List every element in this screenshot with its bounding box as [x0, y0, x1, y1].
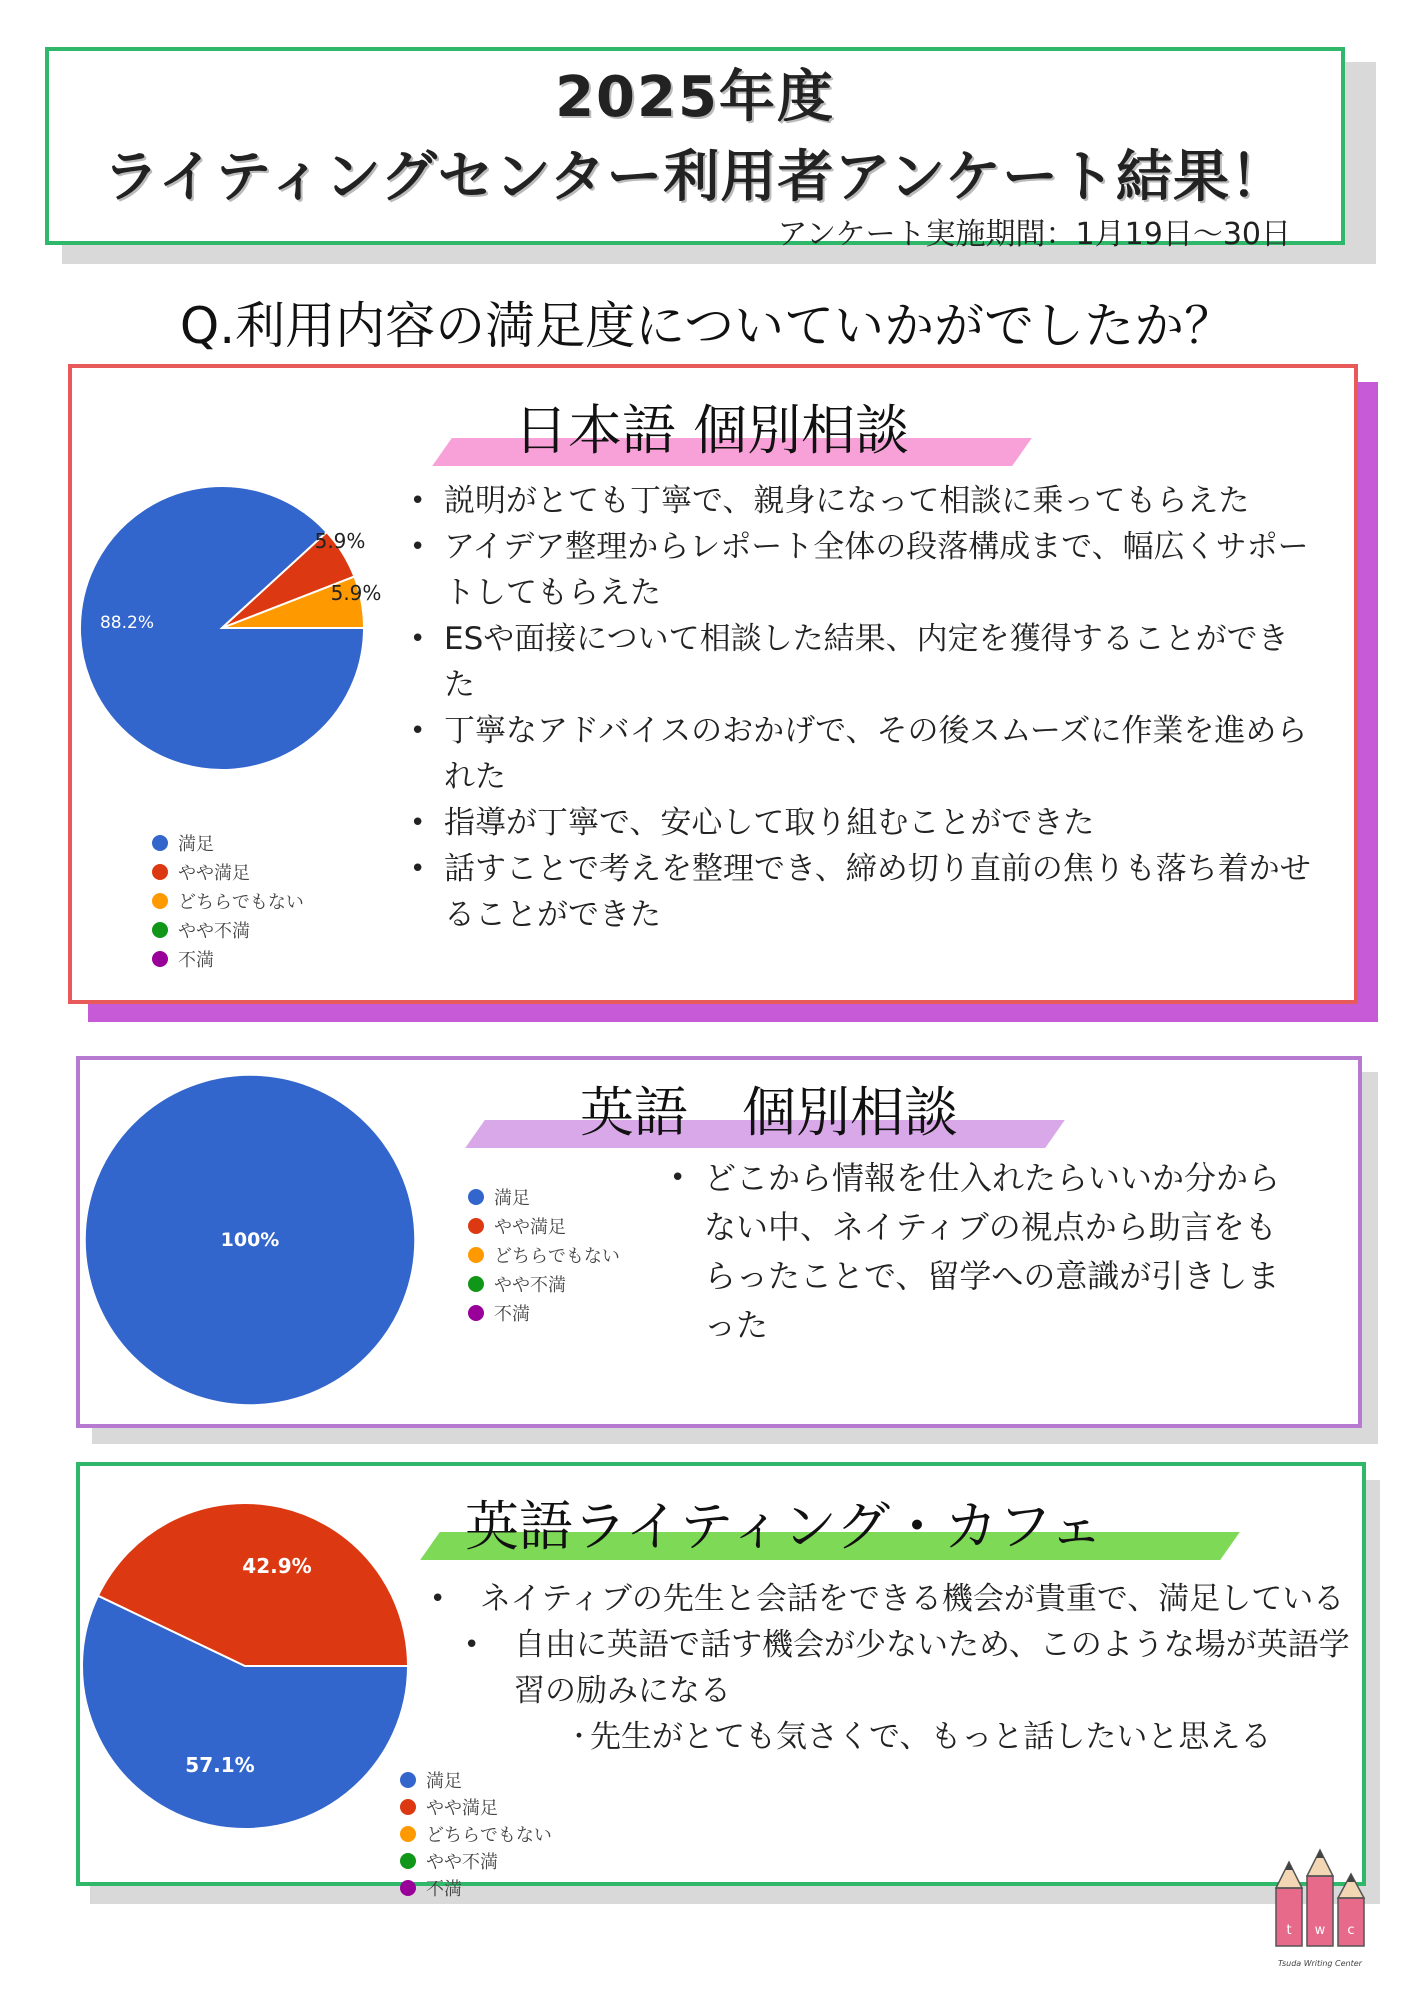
- legend-dot: [468, 1218, 484, 1234]
- chart-legend: [400, 1766, 552, 1901]
- bullet: •: [410, 808, 426, 838]
- list-item: [410, 800, 1314, 846]
- page-title: ライティングセンター利用者アンケート結果！: [102, 145, 1288, 210]
- legend-label: 不満: [426, 1878, 462, 1900]
- list-item: [410, 616, 1314, 708]
- pie-chart-japanese: [72, 478, 382, 778]
- pencil-icon: [1307, 1850, 1333, 1946]
- comment-text: 話すことで考えを整理でき、締め切り直前の焦りも落ち着かせることができた: [444, 851, 1311, 933]
- legend-item-satisfied: [400, 1766, 552, 1793]
- legend-dot: [152, 951, 168, 967]
- bullet: ・: [566, 1722, 593, 1752]
- legend-item-dissatisfied: [152, 944, 304, 973]
- list-item: [464, 1622, 1354, 1714]
- survey-question: Q.利用内容の満足度についていかがでしたか？: [179, 297, 1235, 355]
- comment-text: 指導が丁寧で、安心して取り組むことができた: [444, 805, 1095, 841]
- list-item: [410, 478, 1314, 524]
- pie-chart-english: [80, 1070, 420, 1410]
- comment-text: 説明がとても丁寧で、親身になって相談に乗ってもらえた: [444, 483, 1250, 519]
- comment-list: [80, 1576, 1370, 1760]
- comment-text: どこから情報を仕入れたらいいか分からない中、ネイティブの視点から助言をもらったことで、留学への意識が引きしまった: [704, 1159, 1281, 1344]
- legend-dot: [468, 1189, 484, 1205]
- legend-item-somewhat-dissatisfied: [152, 915, 304, 944]
- comment-text: 先生がとても気さくで、もっと話したいと思える: [590, 1719, 1272, 1755]
- list-item: [410, 846, 1314, 938]
- bullet: •: [410, 486, 426, 516]
- legend-item-somewhat-dissatisfied: [400, 1847, 552, 1874]
- legend-item-somewhat-dissatisfied: [468, 1269, 620, 1298]
- legend-dot: [152, 893, 168, 909]
- section-title: 日本語 個別相談: [514, 399, 910, 462]
- legend-label: やや不満: [426, 1851, 498, 1873]
- section-title: 英語 個別相談: [580, 1081, 958, 1144]
- list-item: [410, 708, 1314, 800]
- legend-item-dissatisfied: [468, 1298, 620, 1327]
- legend-item-somewhat-satisfied: [400, 1793, 552, 1820]
- slice-percent-label: 5.9%: [330, 581, 382, 605]
- writing-center-logo: [1272, 1848, 1368, 1978]
- legend-dot: [152, 922, 168, 938]
- pencil-icon: [1338, 1874, 1364, 1946]
- logo-letter: w: [1314, 1923, 1326, 1938]
- legend-label: 不満: [494, 1303, 530, 1325]
- section-title: 英語ライティング・カフェ: [465, 1495, 1104, 1558]
- legend-label: やや満足: [426, 1797, 498, 1819]
- slice-percent-label: 100%: [220, 1229, 280, 1251]
- legend-label: どちらでもない: [178, 891, 304, 913]
- legend-item-neutral: [468, 1240, 620, 1269]
- bullet: •: [410, 854, 426, 884]
- header-box: [45, 47, 1345, 252]
- legend-label: どちらでもない: [426, 1824, 552, 1846]
- slice-percent-label: 5.9%: [314, 529, 366, 553]
- legend-dot: [400, 1853, 416, 1869]
- chart-legend: [152, 828, 304, 973]
- legend-label: 満足: [178, 833, 214, 855]
- comment-text: 丁寧なアドバイスのおかげで、その後スムーズに作業を進められた: [444, 713, 1308, 795]
- section-japanese: [68, 364, 1358, 1004]
- comment-text: アイデア整理からレポート全体の段落構成まで、幅広くサポートしてもらえた: [444, 529, 1309, 611]
- legend-item-dissatisfied: [400, 1874, 552, 1901]
- legend-label: やや満足: [178, 862, 250, 884]
- comment-text: 自由に英語で話す機会が少ないため、このような場が英語学習の励みになる: [514, 1627, 1350, 1709]
- list-item: [410, 524, 1314, 616]
- legend-item-neutral: [152, 886, 304, 915]
- legend-label: 不満: [178, 949, 214, 971]
- legend-dot: [468, 1247, 484, 1263]
- legend-dot: [468, 1305, 484, 1321]
- list-item: [430, 1576, 1350, 1622]
- legend-item-somewhat-satisfied: [468, 1211, 620, 1240]
- legend-label: 満足: [494, 1187, 530, 1209]
- slice-percent-label: 57.1%: [185, 1753, 255, 1777]
- legend-label: やや不満: [494, 1274, 566, 1296]
- legend-label: やや不満: [178, 920, 250, 942]
- legend-label: どちらでもない: [494, 1245, 620, 1267]
- list-item: [670, 1154, 1304, 1350]
- survey-period: アンケート実施期間：1月19日～30日: [777, 217, 1291, 252]
- slice-percent-label: 88.2%: [99, 613, 155, 633]
- legend-item-satisfied: [468, 1182, 620, 1211]
- pencil-icon: [1276, 1862, 1302, 1946]
- section-writing-cafe: [76, 1462, 1366, 1900]
- chart-legend: [468, 1182, 620, 1327]
- legend-dot: [152, 864, 168, 880]
- header-year: 2025年度: [555, 65, 835, 130]
- bullet: •: [464, 1630, 480, 1660]
- bullet: •: [410, 716, 426, 746]
- logo-caption: Tsuda Writing Center: [1278, 1959, 1362, 1968]
- comment-list: [670, 1154, 1304, 1350]
- bullet: •: [430, 1584, 446, 1614]
- legend-item-neutral: [400, 1820, 552, 1847]
- legend-label: 満足: [426, 1770, 462, 1792]
- slice-percent-label: 42.9%: [242, 1554, 312, 1578]
- legend-dot: [400, 1880, 416, 1896]
- legend-dot: [152, 835, 168, 851]
- bullet: •: [670, 1163, 686, 1193]
- section-english: [76, 1056, 1362, 1428]
- bullet: •: [410, 532, 426, 562]
- legend-item-somewhat-satisfied: [152, 857, 304, 886]
- comment-text: ネイティブの先生と会話をできる機会が貴重で、満足している: [480, 1581, 1345, 1617]
- legend-dot: [468, 1276, 484, 1292]
- legend-dot: [400, 1799, 416, 1815]
- comment-text: ESや面接について相談した結果、内定を獲得することができた: [444, 621, 1289, 703]
- logo-letter: t: [1286, 1923, 1292, 1938]
- bullet: •: [410, 624, 426, 654]
- legend-dot: [400, 1772, 416, 1788]
- logo-letter: c: [1347, 1923, 1355, 1938]
- legend-label: やや満足: [494, 1216, 566, 1238]
- legend-item-satisfied: [152, 828, 304, 857]
- comment-list: [410, 478, 1314, 938]
- legend-dot: [400, 1826, 416, 1842]
- list-item: [566, 1714, 1360, 1760]
